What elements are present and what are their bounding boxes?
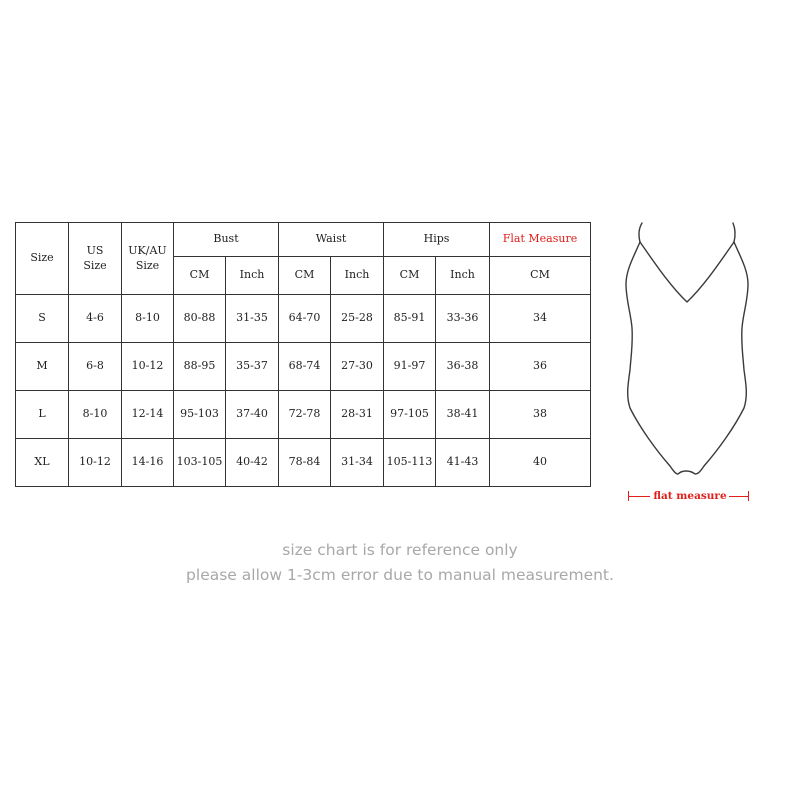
waist-cm-cell: 68-74: [279, 343, 331, 391]
uk-au-size-cell: 12-14: [122, 391, 174, 439]
us-size-header: US Size: [69, 223, 122, 295]
bust-cm-cell: 80-88: [174, 295, 226, 343]
measure-tick-right: [748, 491, 749, 501]
us-size-cell: 4-6: [69, 295, 122, 343]
size-cell: L: [16, 391, 69, 439]
hips-cm-cell: 91-97: [384, 343, 436, 391]
size-cell: XL: [16, 439, 69, 487]
us-size-cell: 8-10: [69, 391, 122, 439]
reference-note: size chart is for reference only: [282, 541, 518, 559]
us-size-cell: 6-8: [69, 343, 122, 391]
table-row: [16, 391, 591, 439]
hips-inch-cell: 41-43: [436, 439, 490, 487]
size-header: Size: [16, 223, 69, 295]
waist-inch-cell: 28-31: [331, 391, 384, 439]
flat-measure-cell: 38: [490, 391, 591, 439]
flat-measure-cell: 34: [490, 295, 591, 343]
unit-header: Inch: [226, 257, 279, 295]
size-cell: S: [16, 295, 69, 343]
waist-cm-cell: 78-84: [279, 439, 331, 487]
size-table-body: [16, 295, 591, 487]
measure-line-right: [729, 496, 748, 497]
flat-measure-indicator: [626, 488, 750, 504]
unit-header: CM: [384, 257, 436, 295]
table-row: [16, 439, 591, 487]
swimsuit-outline-icon: [612, 222, 762, 487]
waist-cm-cell: 64-70: [279, 295, 331, 343]
bust-inch-cell: 35-37: [226, 343, 279, 391]
table-row: [16, 295, 591, 343]
size-cell: M: [16, 343, 69, 391]
hips-header: Hips: [384, 223, 490, 257]
waist-cm-cell: 72-78: [279, 391, 331, 439]
bust-header: Bust: [174, 223, 279, 257]
measure-line-left: [628, 496, 650, 497]
flat-measure-cell: 40: [490, 439, 591, 487]
flat-measure-label: flat measure: [653, 490, 727, 502]
waist-inch-cell: 25-28: [331, 295, 384, 343]
bust-inch-cell: 31-35: [226, 295, 279, 343]
hips-cm-cell: 97-105: [384, 391, 436, 439]
unit-header: CM: [279, 257, 331, 295]
unit-header: Inch: [331, 257, 384, 295]
bust-inch-cell: 40-42: [226, 439, 279, 487]
table-row: [16, 343, 591, 391]
unit-header: CM: [174, 257, 226, 295]
hips-inch-cell: 38-41: [436, 391, 490, 439]
us-size-cell: 10-12: [69, 439, 122, 487]
hips-inch-cell: 33-36: [436, 295, 490, 343]
waist-inch-cell: 27-30: [331, 343, 384, 391]
unit-header: Inch: [436, 257, 490, 295]
header-row-groups: [16, 223, 591, 257]
hips-cm-cell: 85-91: [384, 295, 436, 343]
flat-measure-header: Flat Measure: [490, 223, 591, 257]
uk-au-size-header: UK/AU Size: [122, 223, 174, 295]
bust-inch-cell: 37-40: [226, 391, 279, 439]
uk-au-size-cell: 14-16: [122, 439, 174, 487]
uk-au-size-cell: 10-12: [122, 343, 174, 391]
waist-header: Waist: [279, 223, 384, 257]
hips-cm-cell: 105-113: [384, 439, 436, 487]
hips-inch-cell: 36-38: [436, 343, 490, 391]
flat-measure-cell: 36: [490, 343, 591, 391]
size-chart-table: [15, 222, 591, 487]
measurement-error-note: please allow 1-3cm error due to manual measurement.: [186, 566, 614, 584]
unit-header: CM: [490, 257, 591, 295]
bust-cm-cell: 88-95: [174, 343, 226, 391]
bust-cm-cell: 95-103: [174, 391, 226, 439]
uk-au-size-cell: 8-10: [122, 295, 174, 343]
bust-cm-cell: 103-105: [174, 439, 226, 487]
waist-inch-cell: 31-34: [331, 439, 384, 487]
